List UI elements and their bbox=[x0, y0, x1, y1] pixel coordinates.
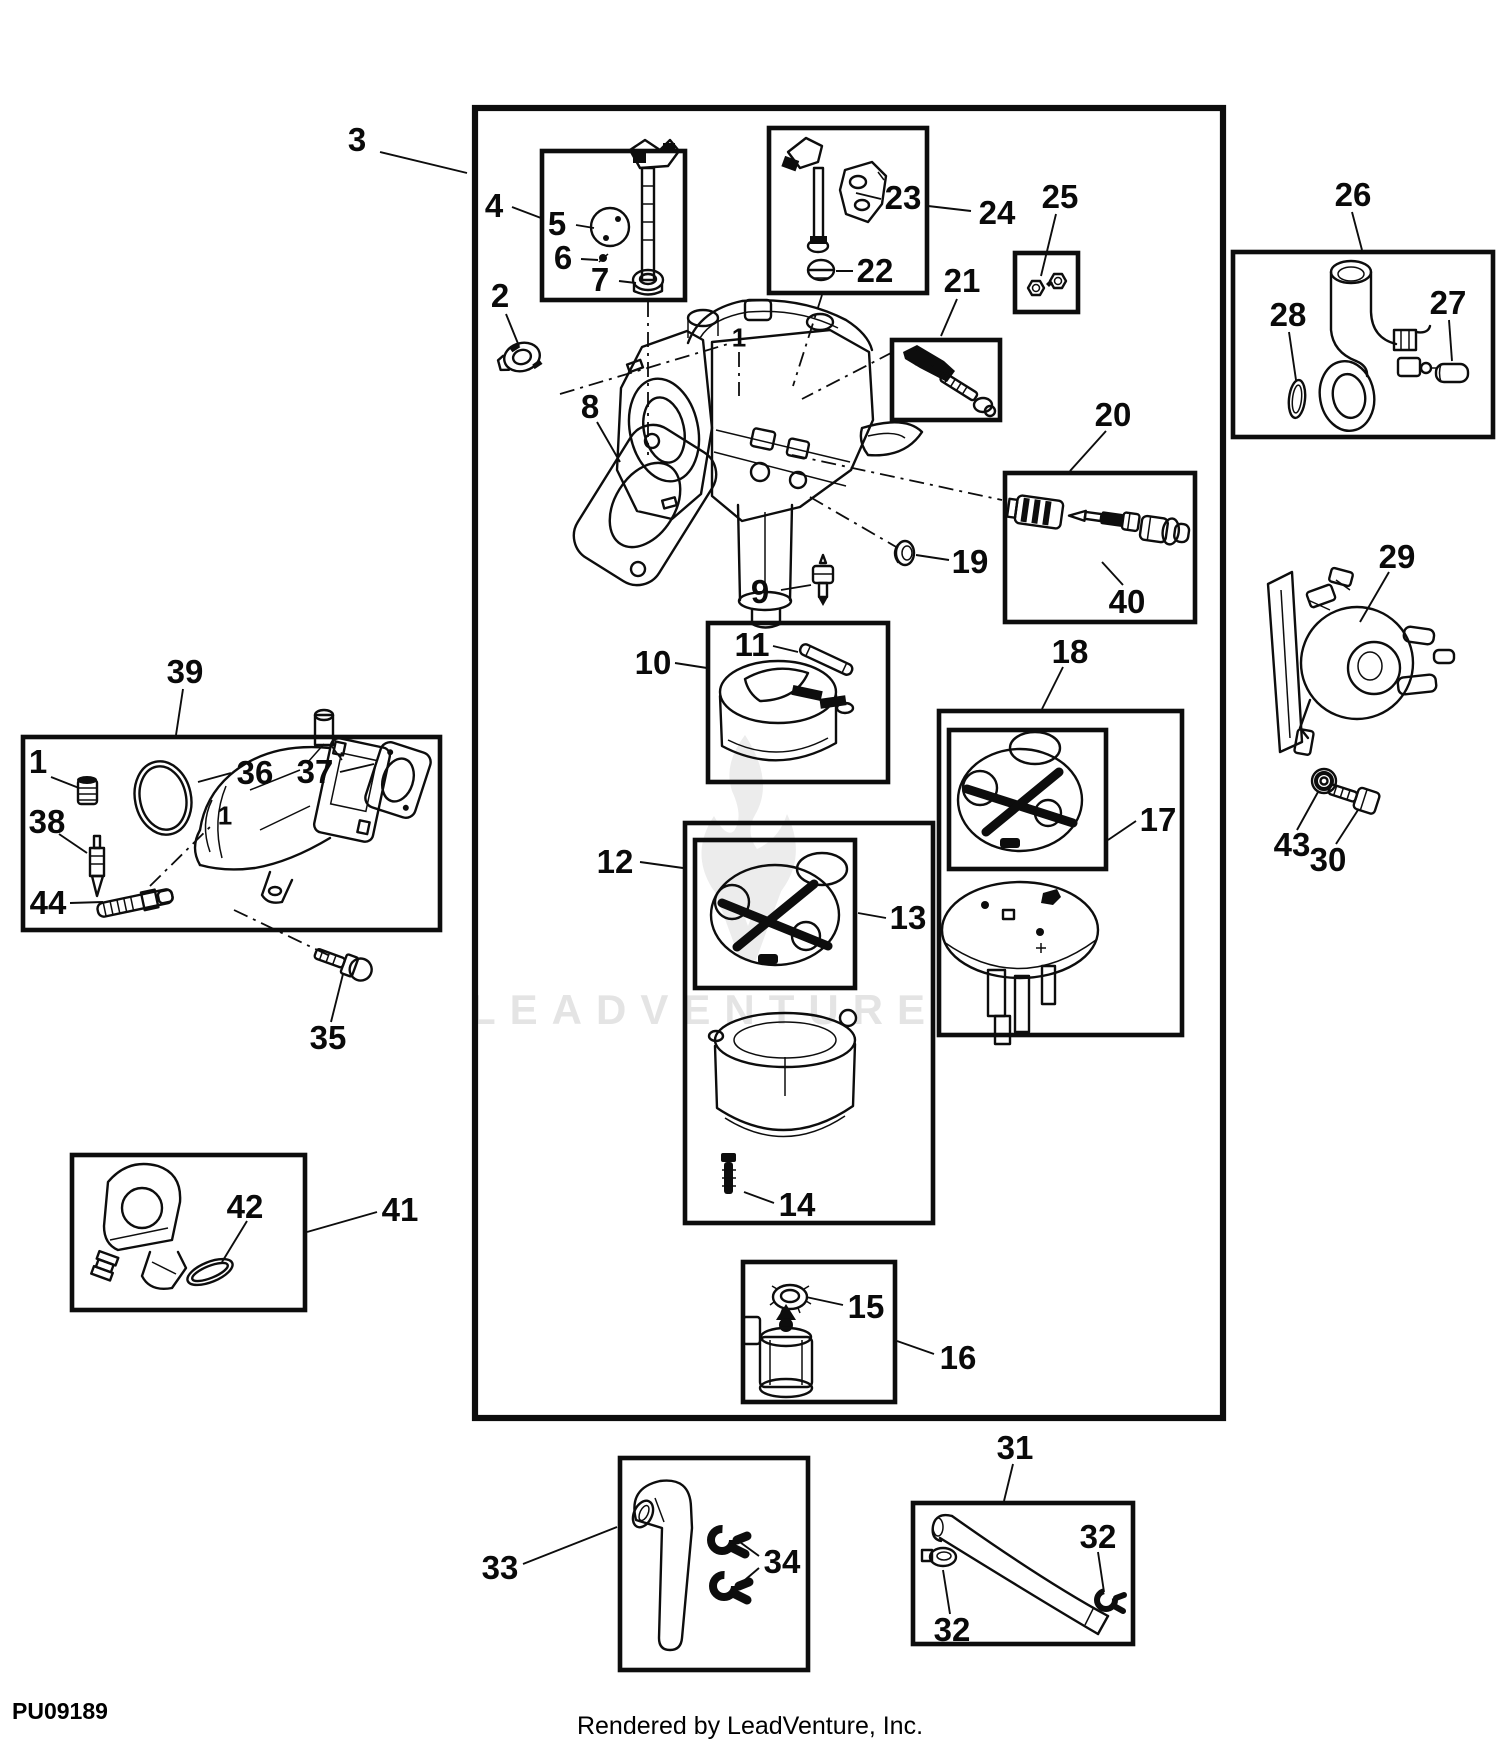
part-callout-11: 11 bbox=[734, 626, 770, 663]
part-44-stud bbox=[96, 886, 174, 919]
part-20-main-jet bbox=[1006, 494, 1063, 529]
part-callout-27: 27 bbox=[1429, 284, 1467, 321]
part-float-valve-rod bbox=[630, 140, 679, 280]
box-shutoff-valve-41 bbox=[72, 1155, 305, 1310]
part-callout-21: 21 bbox=[943, 262, 981, 299]
part-10-float bbox=[720, 661, 853, 760]
part-38-idle-mixture-needle bbox=[90, 836, 104, 896]
part-callout-40: 40 bbox=[1108, 583, 1146, 620]
drawing-code: PU09189 bbox=[12, 1698, 108, 1724]
part-callout-24: 24 bbox=[978, 194, 1016, 231]
part-11-float-pin bbox=[799, 643, 854, 677]
part-18-pump-cover bbox=[942, 882, 1098, 1044]
part-9-inlet-needle bbox=[813, 555, 833, 606]
rendered-by-note: Rendered by LeadVenture, Inc. bbox=[576, 1712, 924, 1740]
part-callout-36: 36 bbox=[236, 754, 274, 791]
part-callout-35: 35 bbox=[309, 1019, 347, 1056]
part-callout-34: 34 bbox=[763, 1543, 801, 1580]
part-callout-14: 14 bbox=[778, 1186, 816, 1223]
part-callout-28: 28 bbox=[1269, 296, 1307, 333]
part-16-fuel-solenoid bbox=[743, 1304, 812, 1397]
part-42-valve-o-ring bbox=[184, 1254, 236, 1291]
centerlines bbox=[150, 295, 1002, 956]
part-34-hose-clamps bbox=[711, 1529, 749, 1600]
leadventure-watermark-text: LEADVENTURE bbox=[470, 986, 940, 1033]
part-callout-26: 26 bbox=[1334, 176, 1372, 213]
part-37-flange-gasket bbox=[363, 740, 433, 821]
box-nut-kit-25 bbox=[1015, 253, 1078, 312]
part-28-o-ring bbox=[1287, 379, 1307, 418]
box-needle-seat-20 bbox=[1005, 473, 1195, 622]
part-callout-6: 6 bbox=[553, 239, 573, 276]
part-40-needle-seat bbox=[1139, 514, 1190, 546]
part-22-shaft-seal bbox=[808, 260, 834, 280]
part-27-spacer-sleeve bbox=[1436, 364, 1468, 382]
part-callout-44: 44 bbox=[29, 884, 67, 921]
part-callout-22: 22 bbox=[856, 252, 894, 289]
part-23-choke-shaft bbox=[781, 138, 828, 252]
part-callout-20: 20 bbox=[1094, 396, 1132, 433]
part-callout-1: 1 bbox=[731, 322, 747, 353]
part-19-grommet bbox=[895, 541, 914, 565]
part-callout-37: 37 bbox=[296, 753, 334, 790]
part-callout-43: 43 bbox=[1273, 826, 1311, 863]
part-callout-39: 39 bbox=[166, 653, 204, 690]
part-callout-4: 4 bbox=[484, 187, 504, 224]
part-26-intake-elbow bbox=[1314, 261, 1438, 435]
part-callout-12: 12 bbox=[596, 843, 634, 880]
part-1-plug bbox=[77, 776, 97, 804]
part-callout-18: 18 bbox=[1051, 633, 1089, 670]
part-callout-30: 30 bbox=[1309, 841, 1347, 878]
part-callout-32: 32 bbox=[933, 1611, 971, 1648]
part-callout-42: 42 bbox=[226, 1188, 264, 1225]
part-callout-31: 31 bbox=[996, 1429, 1034, 1466]
part-41-shutoff-valve bbox=[91, 1164, 186, 1289]
part-callout-16: 16 bbox=[939, 1339, 977, 1376]
part-20-needle bbox=[1068, 505, 1140, 532]
part-callout-8: 8 bbox=[580, 388, 600, 425]
part-callout-15: 15 bbox=[847, 1288, 885, 1325]
part-callout-23: 23 bbox=[884, 179, 922, 216]
part-callout-7: 7 bbox=[590, 261, 610, 298]
part-callout-38: 38 bbox=[28, 803, 66, 840]
part-callout-33: 33 bbox=[481, 1549, 519, 1586]
part-17-pump-gasket bbox=[958, 732, 1082, 851]
part-7-valve-seat-nut bbox=[633, 270, 663, 295]
part-15-seal-washer bbox=[770, 1285, 811, 1313]
part-32-line-clamps bbox=[922, 1548, 1124, 1611]
part-30-pump-screw bbox=[1326, 778, 1380, 814]
part-callout-29: 29 bbox=[1378, 538, 1416, 575]
part-36-o-ring bbox=[128, 756, 198, 840]
part-callout-9: 9 bbox=[750, 573, 770, 610]
part-5-float-bowl-baffle bbox=[591, 208, 629, 246]
part-43-washer bbox=[1312, 769, 1336, 793]
part-callout-13: 13 bbox=[889, 899, 927, 936]
part-callout-10: 10 bbox=[634, 644, 672, 681]
part-21-idle-screw-spring bbox=[903, 345, 995, 416]
part-33-vent-hose bbox=[629, 1481, 692, 1650]
part-12-float-bowl bbox=[709, 1010, 856, 1137]
part-callout-1: 1 bbox=[28, 743, 48, 780]
part-callout-19: 19 bbox=[951, 543, 989, 580]
box-pump-kit-18 bbox=[939, 711, 1182, 1035]
part-callout-3: 3 bbox=[347, 121, 367, 158]
part-25-jam-nuts bbox=[1028, 274, 1066, 295]
part-23-gasket-plate bbox=[840, 162, 886, 222]
box-manifold-39 bbox=[23, 737, 440, 930]
part-35-mounting-screw bbox=[312, 943, 375, 984]
part-14-bowl-bolt bbox=[721, 1153, 736, 1194]
part-callout-5: 5 bbox=[547, 205, 567, 242]
part-8-mounting-gasket bbox=[564, 415, 726, 595]
part-callout-25: 25 bbox=[1041, 178, 1079, 215]
part-callout-17: 17 bbox=[1139, 801, 1177, 838]
part-2-flange-nut bbox=[495, 338, 543, 378]
part-callout-2: 2 bbox=[490, 277, 510, 314]
part-29-fuel-pump bbox=[1268, 567, 1454, 755]
part-callout-32: 32 bbox=[1079, 1518, 1117, 1555]
part-callout-1: 1 bbox=[217, 800, 233, 831]
part-callout-41: 41 bbox=[381, 1191, 419, 1228]
